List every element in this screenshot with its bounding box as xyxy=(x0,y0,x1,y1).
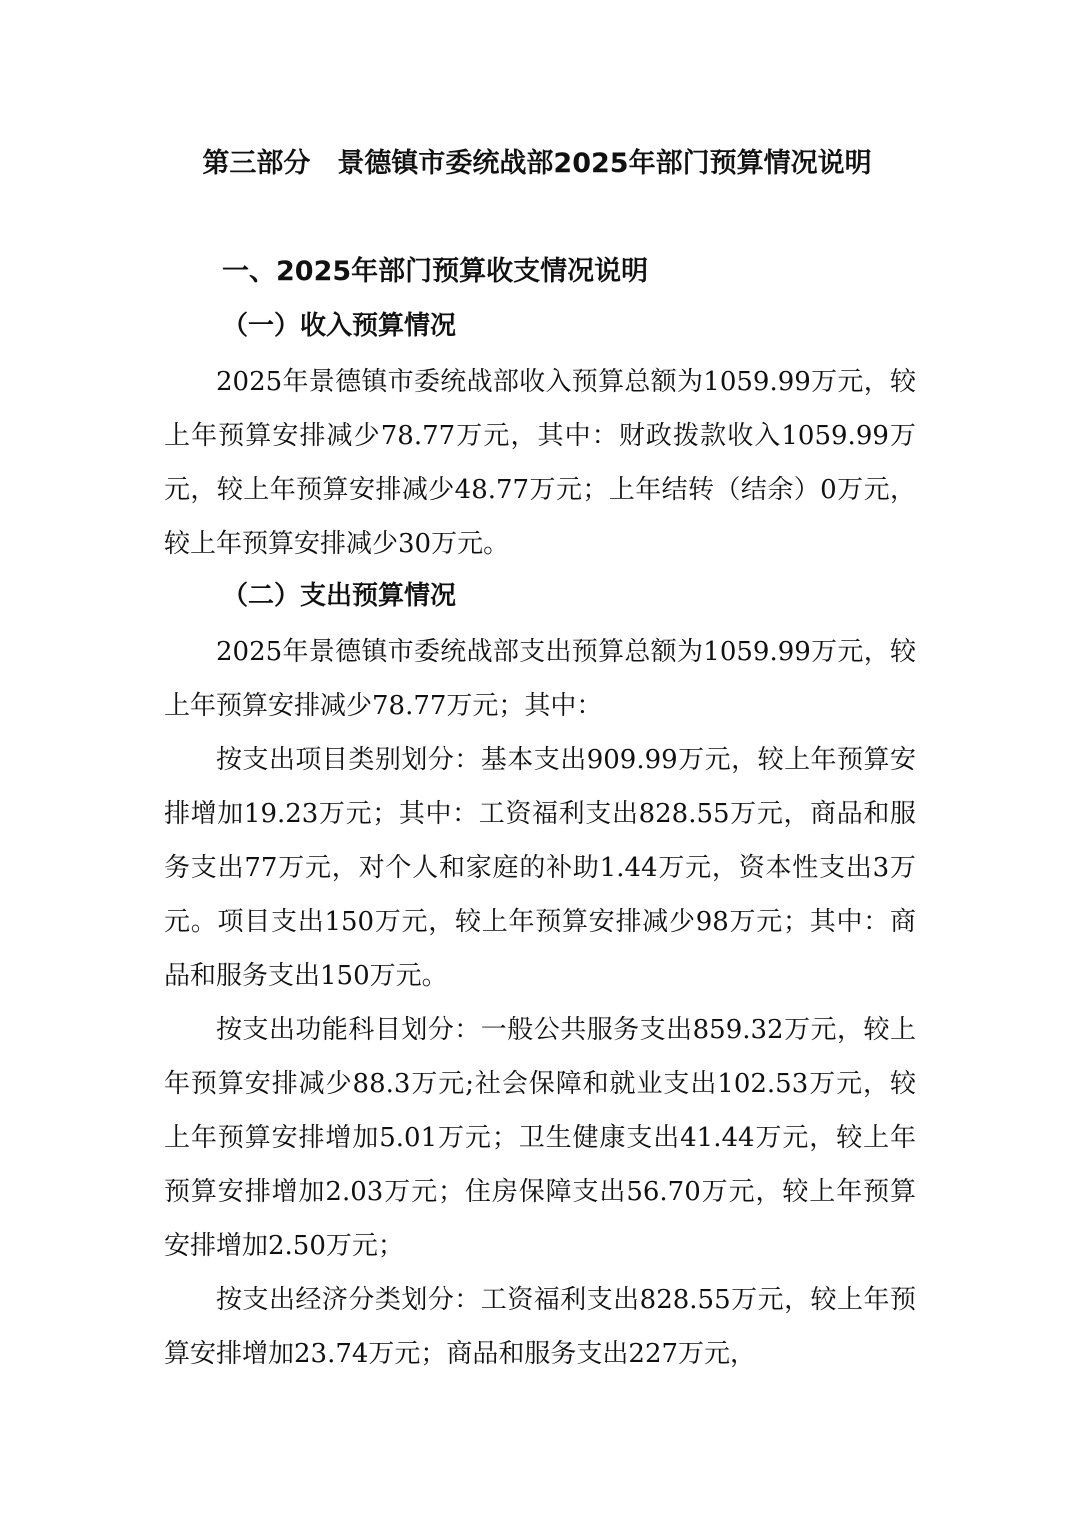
document-title: 第三部分 景德镇市委统战部2025年部门预算情况说明 xyxy=(202,148,872,179)
paragraph-income-budget: 2025年景德镇市委统战部收入预算总额为1059.99万元，较上年预算安排减少78.77万元，其中：财政拨款收入1059.99万元，较上年预算安排减少48.77万元；上年结转（结余）0万元，较上年预算安排减少30万元。 xyxy=(164,367,916,559)
paragraph-expense-total: 2025年景德镇市委统战部支出预算总额为1059.99万元，较上年预算安排减少78.77万元；其中： xyxy=(164,637,916,721)
paragraph-expense-by-item: 按支出项目类别划分：基本支出909.99万元，较上年预算安排增加19.23万元；其中：工资福利支出828.55万元，商品和服务支出77万元，对个人和家庭的补助1.44万元，资本性支出3万元。项目支出150万元，较上年预算安排减少98万元；其中：商品和服务支出150万元。 xyxy=(164,745,916,991)
paragraph-expense-by-function: 按支出功能科目划分：一般公共服务支出859.32万元，较上年预算安排减少88.3万元;社会保障和就业支出102.53万元，较上年预算安排增加5.01万元；卫生健康支出41.44万元，较上年预算安排增加2.03万元；住房保障支出56.70万元，较上年预算安排增加2.50万元； xyxy=(164,1015,916,1261)
subheading-expense-budget: （二）支出预算情况 xyxy=(222,581,457,611)
subheading-income-budget: （一）收入预算情况 xyxy=(222,311,457,341)
paragraph-expense-by-economic-class: 按支出经济分类划分：工资福利支出828.55万元，较上年预算安排增加23.74万元；商品和服务支出227万元， xyxy=(164,1285,916,1369)
section-heading-budget-overview: 一、2025年部门预算收支情况说明 xyxy=(222,256,649,287)
